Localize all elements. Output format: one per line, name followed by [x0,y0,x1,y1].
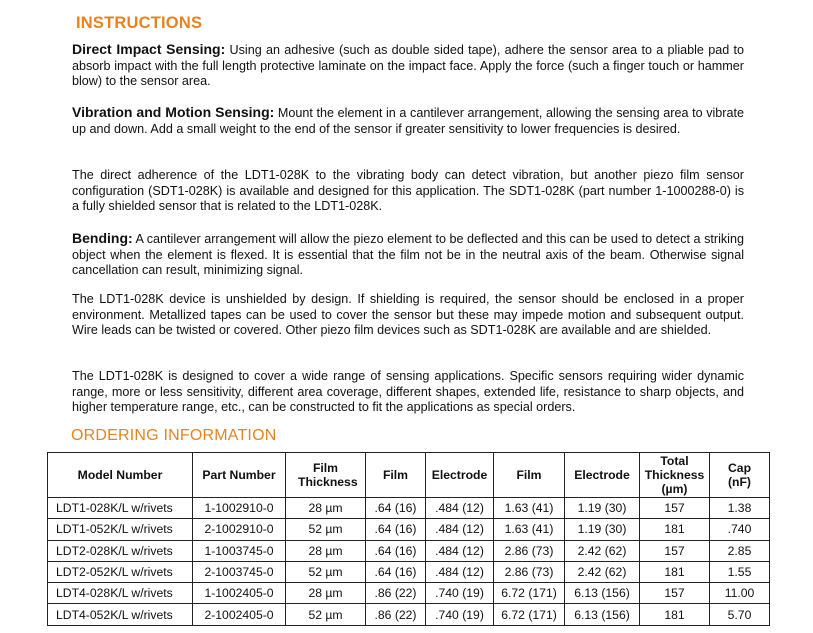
total-thickness-cell: 157 [640,583,710,604]
film-length-cell: 1.63 (41) [494,519,565,540]
electrode-width-cell: .484 (12) [426,540,494,561]
header-electrode-length: Electrode [565,453,640,498]
capacitance-cell: 1.38 [710,498,770,519]
total-thickness-cell: 157 [640,540,710,561]
adherence-paragraph: The direct adherence of the LDT1-028K to the vibrating body can detect vibration, but another piezo film sensor configuration (SDT1-028K) is available and designed for this application. The SDT1-028K (part number 1-1000288-0) is a fully shielded sensor that is related to the LDT1-028K. [72,168,744,214]
table-header-row [48,453,770,498]
model-number-cell: LDT4-028K/L w/rivets [48,583,193,604]
electrode-length-cell: 2.42 (62) [565,561,640,582]
film-width-cell: .86 (22) [366,604,426,625]
electrode-width-cell: .740 (19) [426,604,494,625]
direct-impact-text: Using an adhesive (such as double sided tape), adhere the sensor area to a pliable pad to absorb impact with the full length protective laminate on the impact face. Apply the force (such a finger touch or hammer blow) to the sensor area. [72,43,745,89]
direct-impact-title: Direct Impact Sensing: [72,41,226,57]
capacitance-cell: 5.70 [710,604,770,625]
table-row [48,519,770,540]
header-capacitance: Cap (nF) [710,453,770,498]
film-thickness-cell: 52 µm [286,561,366,582]
electrode-width-cell: .484 (12) [426,519,494,540]
film-thickness-cell: 28 µm [286,498,366,519]
film-thickness-cell: 52 µm [286,604,366,625]
header-film-width: Film [366,453,426,498]
capacitance-cell: 11.00 [710,583,770,604]
total-thickness-cell: 181 [640,604,710,625]
capacitance-cell: 1.55 [710,561,770,582]
film-length-cell: 2.86 (73) [494,561,565,582]
electrode-width-cell: .740 (19) [426,583,494,604]
film-width-cell: .64 (16) [366,561,426,582]
table-row [48,604,770,625]
total-thickness-cell: 181 [640,519,710,540]
part-number-cell: 2-1002405-0 [193,604,286,625]
film-width-cell: .86 (22) [366,583,426,604]
part-number-cell: 2-1002910-0 [193,519,286,540]
part-number-cell: 1-1002910-0 [193,498,286,519]
model-number-cell: LDT4-052K/L w/rivets [48,604,193,625]
film-length-cell: 6.72 (171) [494,604,565,625]
part-number-cell: 1-1003745-0 [193,540,286,561]
table-row [48,583,770,604]
header-total-thickness: Total Thickness (µm) [640,453,710,498]
model-number-cell: LDT2-028K/L w/rivets [48,540,193,561]
model-number-cell: LDT2-052K/L w/rivets [48,561,193,582]
header-model-number: Model Number [48,453,193,498]
table-row [48,540,770,561]
ordering-heading: ORDERING INFORMATION [71,427,277,444]
film-thickness-cell: 28 µm [286,583,366,604]
film-length-cell: 6.72 (171) [494,583,565,604]
film-width-cell: .64 (16) [366,540,426,561]
capacitance-cell: .740 [710,519,770,540]
total-thickness-cell: 181 [640,561,710,582]
model-number-cell: LDT1-028K/L w/rivets [48,498,193,519]
bending-text: A cantilever arrangement will allow the piezo element to be deflected and this can be used to detect a striking object when the element is flexed. It is essential that the film not be in the neutral axis of the beam. Otherwise signal cancellation can result, minimizing signal. [72,232,744,278]
electrode-length-cell: 6.13 (156) [565,604,640,625]
electrode-length-cell: 1.19 (30) [565,498,640,519]
header-film-thickness: Film Thickness [286,453,366,498]
header-electrode-width: Electrode [426,453,494,498]
electrode-length-cell: 2.42 (62) [565,540,640,561]
part-number-cell: 1-1002405-0 [193,583,286,604]
total-thickness-cell: 157 [640,498,710,519]
bending-paragraph [72,231,744,279]
part-number-cell: 2-1003745-0 [193,561,286,582]
bending-title: Bending: [72,230,133,246]
electrode-length-cell: 1.19 (30) [565,519,640,540]
film-thickness-cell: 52 µm [286,519,366,540]
header-part-number: Part Number [193,453,286,498]
film-length-cell: 2.86 (73) [494,540,565,561]
film-width-cell: .64 (16) [366,498,426,519]
table-row [48,498,770,519]
header-film-length: Film [494,453,565,498]
film-length-cell: 1.63 (41) [494,498,565,519]
shielding-paragraph: The LDT1-028K device is unshielded by design. If shielding is required, the sensor should be enclosed in a proper environment. Metallized tapes can be used to cover the sensor but these may impede motion and subsequent output. Wire leads can be twisted or covered. Other piezo film devices such as SDT1-028K are available and are shielded. [72,292,744,338]
instructions-heading: INSTRUCTIONS [76,14,203,32]
direct-impact-paragraph [72,42,744,90]
electrode-width-cell: .484 (12) [426,561,494,582]
electrode-length-cell: 6.13 (156) [565,583,640,604]
range-paragraph: The LDT1-028K is designed to cover a wide range of sensing applications. Specific sensors requiring wider dynamic range, more or less sensitivity, different area coverage, different shapes, extended life, resistance to sharp objects, and higher temperature range, etc., can be constructed to fit the applications as special orders. [72,369,744,415]
vibration-paragraph [72,105,744,137]
vibration-text: Mount the element in a cantilever arrangement, allowing the sensing area to vibrate up and down. Add a small weight to the end of the sensor if greater sensitivity to lower frequencies is desired. [72,106,744,136]
film-thickness-cell: 28 µm [286,540,366,561]
model-number-cell: LDT1-052K/L w/rivets [48,519,193,540]
table-row [48,561,770,582]
capacitance-cell: 2.85 [710,540,770,561]
electrode-width-cell: .484 (12) [426,498,494,519]
film-width-cell: .64 (16) [366,519,426,540]
vibration-title: Vibration and Motion Sensing: [72,104,275,120]
ordering-table [47,452,770,626]
